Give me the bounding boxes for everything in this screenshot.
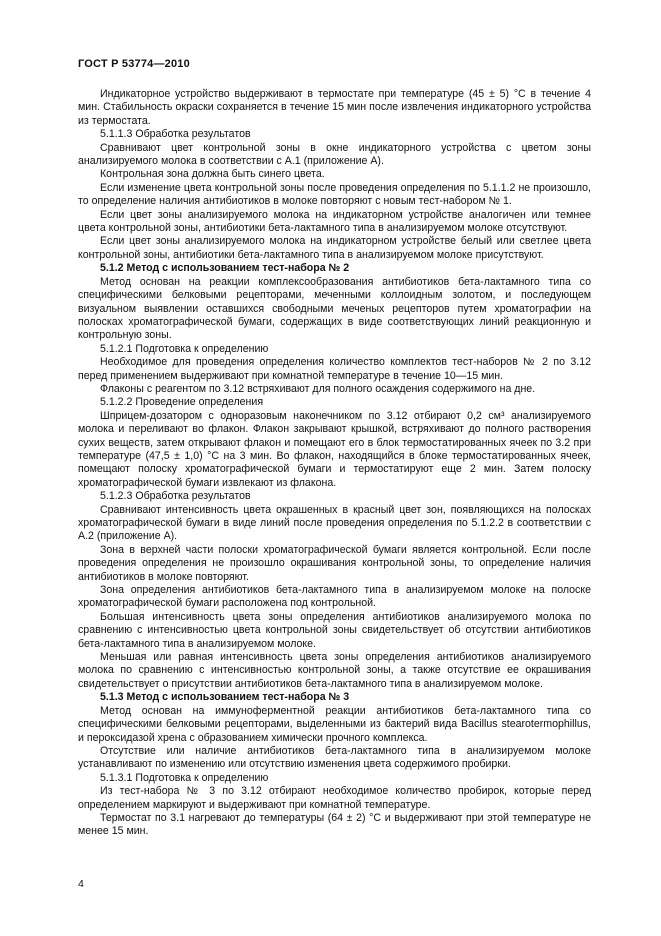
paragraph: Сравнивают цвет контрольной зоны в окне индикаторного устройства с цветом зоны анализируемого молока в соответствии с А.1 (приложение А). [78,141,591,168]
subclause-heading: 5.1.2.3 Обработка результатов [100,490,251,503]
paragraph: Флаконы с реагентом по 3.12 встряхивают для полного осаждения содержимого на дне. [100,382,536,395]
clause-heading: 5.1.2 Метод с использованием тест-набора № 2 [100,262,350,275]
paragraph: Необходимое для проведения определения количество комплектов тест-наборов № 2 по 3.12 перед применением выдерживают при комнатной температуре в течение 10—15 мин. [78,356,591,382]
paragraph: Из тест-набора № 3 по 3.12 отбирают необходимое количество пробирок, которые перед определением маркируют и выдерживают при комнатной температуре. [78,785,591,811]
document-code: ГОСТ Р 53774—2010 [78,58,190,70]
paragraph: Меньшая или равная интенсивность цвета зоны определения антибиотиков анализируемого молока по сравнению с интенсивностью контрольной зоны, а также отсутствие ее окрашивания свидетельствует о присутствии антибиотиков бета-лактамного типа в анализируемом молоке. [78,651,591,690]
subclause-heading: 5.1.1.3 Обработка результатов [100,128,251,141]
paragraph: Большая интенсивность цвета зоны определения антибиотиков анализируемого молока по сравнению с интенсивностью цвета контрольной зоны свидетельствует об отсутствии антибиотиков бета-лактамного типа в анализируемом молоке. [78,610,591,650]
clause-heading: 5.1.3 Метод с использованием тест-набора № 3 [100,691,350,704]
paragraph: Зона в верхней части полоски хроматографической бумаги является контрольной. Если после проведения определения не произошло окрашивания контрольной зоны, то определение наличия антибиотиков в молоке повторяют. [78,543,591,583]
subclause-heading: 5.1.2.1 Подготовка к определению [100,342,269,355]
paragraph: Шприцем-дозатором с одноразовым наконечником по 3.12 отбирают 0,2 см³ анализируемого молока и переливают во флакон. Флакон закрывают крышкой, встряхивают до полного растворения сухих веществ, затем открывают флакон и помещают его в блок термостатированных ячеек по 3.2 при температуре (47,5 ± 1,0) °С на 3 мин. Во флакон, находящийся в блоке термостатированных ячеек, помещают полоску хроматографической бумаги и термостатируют еще 2 мин. Затем полоску хроматографической бумаги извлекают из флакона. [78,409,591,489]
subclause-heading: 5.1.3.1 Подготовка к определению [100,771,269,784]
paragraph: Если изменение цвета контрольной зоны после проведения определения по 5.1.1.2 не произошло, то определение наличия антибиотиков в молоке повторяют с новым тест-набором № 1. [78,181,591,208]
paragraph: Термостат по 3.1 нагревают до температуры (64 ± 2) °С и выдерживают при этой температуре не менее 15 мин. [78,811,591,838]
paragraph: Метод основан на иммуноферментной реакции антибиотиков бета-лактамного типа со специфическими белковыми рецепторами, выделенными из бактерий вида Bacillus stearotermophillus, и пероксидазой хрена с образованием химически прочного комплекса. [78,704,591,744]
paragraph: Если цвет зоны анализируемого молока на индикаторном устройстве белый или светлее цвета контрольной зоны, антибиотики бета-лактамного типа в анализируемом молоке присутствуют. [78,235,591,261]
paragraph: Индикаторное устройство выдерживают в термостате при температуре (45 ± 5) °С в течение 4 мин. Стабильность окраски сохраняется в течение 15 мин после извлечения индикаторного устройства из термостата. [78,88,591,127]
subclause-heading: 5.1.2.2 Проведение определения [100,396,264,409]
document-body [78,88,591,839]
paragraph: Если цвет зоны анализируемого молока на индикаторном устройстве аналогичен или темнее цвета контрольной зоны, антибиотики бета-лактамного типа в анализируемом молоке отсутствуют. [78,208,591,235]
paragraph: Отсутствие или наличие антибиотиков бета-лактамного типа в анализируемом молоке устанавливают по изменению или отсутствию изменения цвета содержимого пробирки. [78,744,591,771]
paragraph: Контрольная зона должна быть синего цвета. [100,168,325,181]
page-number: 4 [78,878,84,890]
paragraph: Зона определения антибиотиков бета-лактамного типа в анализируемом молоке на полоске хроматографической бумаги расположена под контрольной. [78,584,591,610]
paragraph: Сравнивают интенсивность цвета окрашенных в красный цвет зон, появляющихся на полосках хроматографической бумаги в виде линий после проведения определения по 5.1.2.2 в соответствии с А.2 (приложение А). [78,503,591,543]
paragraph: Метод основан на реакции комплексообразования антибиотиков бета-лактамного типа со специфическими белковыми рецепторами, меченными коллоидным золотом, и последующем визуальном выявлении оставшихся свободными меченых рецепторов путем хроматографии на полосках хроматографической бумаги, содержащих в виде соответствующих линий реакционную и контрольную зоны. [78,275,591,342]
